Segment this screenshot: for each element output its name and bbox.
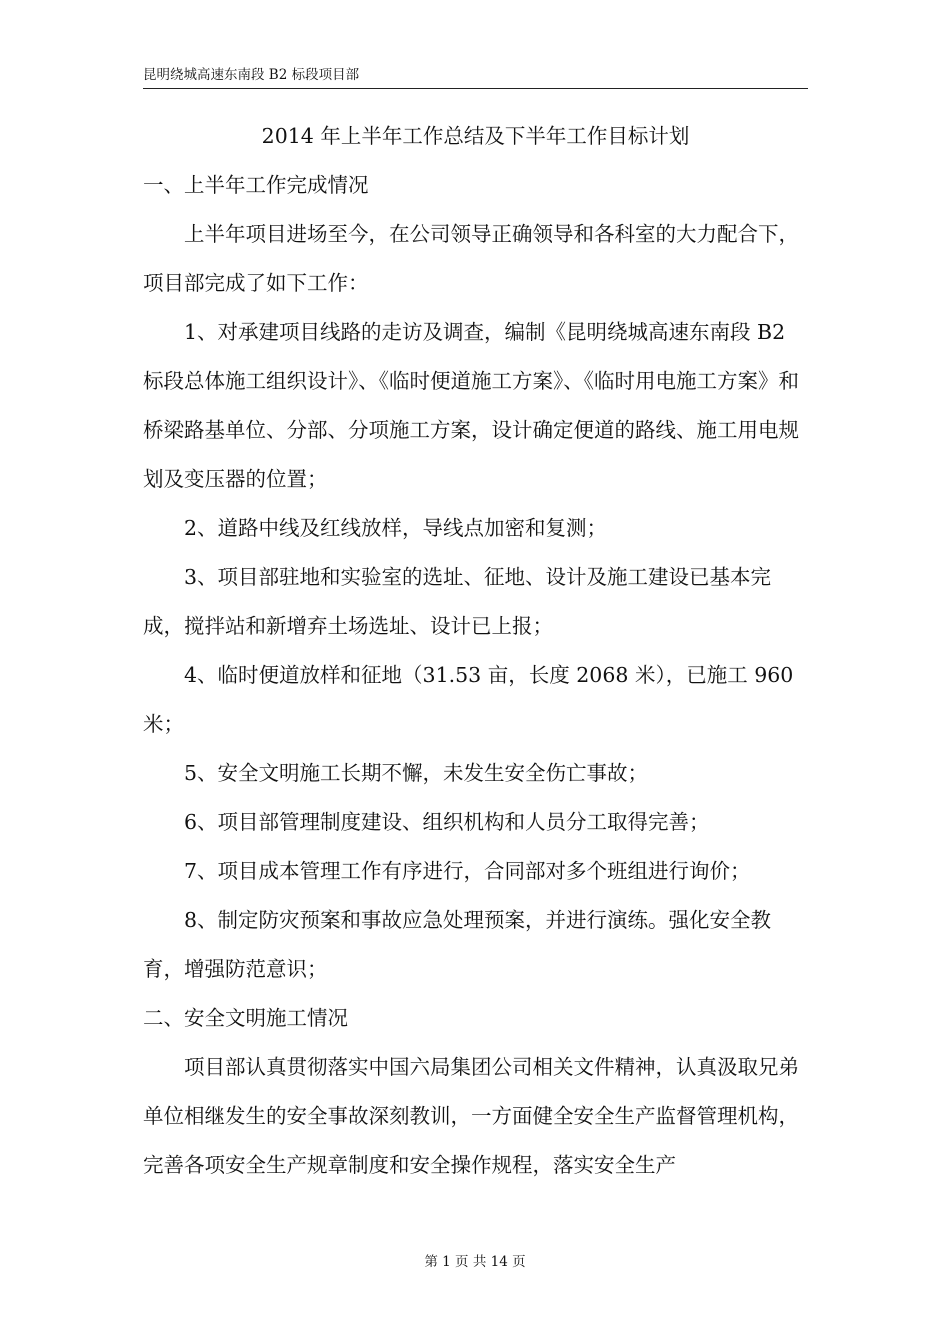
intro-paragraph: 上半年项目进场至今，在公司领导正确领导和各科室的大力配合下，项目部完成了如下工作： <box>143 222 799 295</box>
list-item: 2、道路中线及红线放样，导线点加密和复测； <box>184 516 608 540</box>
section-1-heading: 一、上半年工作完成情况 <box>143 173 369 197</box>
section-2-paragraph: 项目部认真贯彻落实中国六局集团公司相关文件精神，认真汲取兄弟单位相继发生的安全事故深刻教训，一方面健全安全生产监督管理机构，完善各项安全生产规章制度和安全操作规程，落实安全生产 <box>143 1055 799 1177</box>
section-2-heading: 二、安全文明施工情况 <box>143 1006 348 1030</box>
list-item: 7、项目成本管理工作有序进行，合同部对多个班组进行询价； <box>184 859 751 883</box>
list-item: 8、制定防灾预案和事故应急处理预案，并进行演练。强化安全教育，增强防范意识； <box>143 908 772 981</box>
list-item: 6、项目部管理制度建设、组织机构和人员分工取得完善； <box>184 810 710 834</box>
list-item: 1、对承建项目线路的走访及调查，编制《昆明绕城高速东南段 B2 标段总体施工组织设计》、《临时便道施工方案》、《临时用电施工方案》和桥梁路基单位、分部、分项施工方案，设计确定便道的路线、施工用电规划及变压器的位置； <box>143 320 799 491</box>
list-item: 3、项目部驻地和实验室的选址、征地、设计及施工建设已基本完成，搅拌站和新增弃土场选址、设计已上报； <box>143 565 772 638</box>
list-item: 4、临时便道放样和征地（31.53 亩，长度 2068 米），已施工 960 米； <box>143 663 794 736</box>
document-body <box>143 112 808 1190</box>
document-title: 2014 年上半年工作总结及下半年工作目标计划 <box>261 124 690 148</box>
list-item: 5、安全文明施工长期不懈，未发生安全伤亡事故； <box>184 761 649 785</box>
header-rule <box>143 88 808 89</box>
page-footer: 第 1 页 共 14 页 <box>424 1254 526 1270</box>
running-header: 昆明绕城高速东南段 B2 标段项目部 <box>143 67 360 83</box>
